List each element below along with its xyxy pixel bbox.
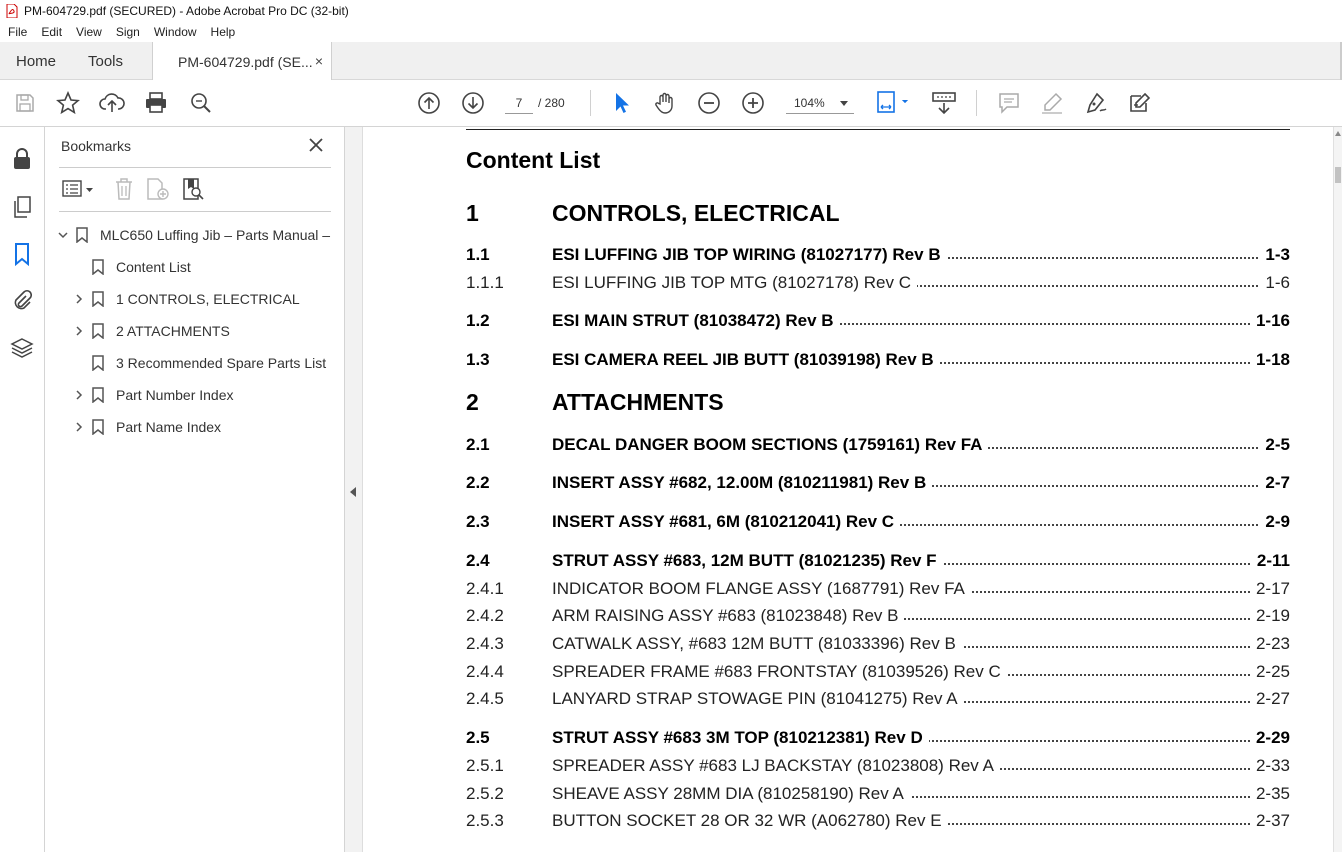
toc-entry-text: ESI LUFFING JIB TOP WIRING (81027177) Rev B xyxy=(552,245,947,265)
toc-entry-number: 1.1 xyxy=(466,245,490,264)
toc-entry[interactable] xyxy=(466,811,1290,831)
toc-entry-number: 2.4 xyxy=(466,551,490,570)
toc-entry-number: 2.4.2 xyxy=(466,606,504,625)
close-tab-icon[interactable]: × xyxy=(314,53,323,69)
zoom-search-icon[interactable] xyxy=(188,90,214,116)
bookmark-icon xyxy=(92,387,104,403)
attachment-paperclip-icon[interactable] xyxy=(10,288,34,312)
bookmark-label: Part Number Index xyxy=(116,387,234,403)
navigation-rail xyxy=(0,127,45,852)
tab-tools[interactable]: Tools xyxy=(88,52,124,70)
toc-entry-number: 1.2 xyxy=(466,311,490,330)
chevron-down-icon xyxy=(840,101,848,106)
toc-entry-page: 1-3 xyxy=(1259,245,1290,265)
previous-page-icon[interactable] xyxy=(416,90,442,116)
toc-entry[interactable] xyxy=(466,784,1290,804)
section-title: ATTACHMENTS xyxy=(552,389,724,415)
bookmark-icon xyxy=(76,227,88,243)
lock-icon[interactable] xyxy=(10,147,34,171)
zoom-in-icon[interactable] xyxy=(740,90,766,116)
toc-entry-text: CATWALK ASSY, #683 12M BUTT (81033396) Rev B xyxy=(552,634,962,654)
page-title: Content List xyxy=(466,147,601,173)
bookmark-label: 3 Recommended Spare Parts List xyxy=(116,355,327,371)
zoom-level-value: 104% xyxy=(794,96,825,110)
page-number-input[interactable]: 7 xyxy=(505,92,533,114)
bookmark-icon xyxy=(92,323,104,339)
vertical-scrollbar[interactable] xyxy=(1333,127,1342,852)
panel-divider xyxy=(59,211,331,212)
toc-entry-page: 2-27 xyxy=(1250,689,1290,709)
menu-sign[interactable]: Sign xyxy=(115,25,140,39)
toc-entry-text: INSERT ASSY #682, 12.00M (810211981) Rev B xyxy=(552,473,932,493)
toc-entry[interactable] xyxy=(466,606,1290,626)
tab-document[interactable] xyxy=(152,42,332,81)
toc-entry-number: 1.3 xyxy=(466,350,490,369)
save-icon[interactable] xyxy=(12,90,38,116)
chevron-right-icon[interactable] xyxy=(72,388,86,402)
toc-entry-number: 2.5.2 xyxy=(466,784,504,803)
toc-entry-page: 1-6 xyxy=(1259,273,1290,293)
menu-edit[interactable]: Edit xyxy=(41,25,63,39)
scrollbar-thumb[interactable] xyxy=(1335,167,1341,183)
next-page-icon[interactable] xyxy=(460,90,486,116)
toc-entry-page: 1-18 xyxy=(1250,350,1290,370)
toc-entry[interactable] xyxy=(466,311,1290,331)
edit-share-icon[interactable] xyxy=(1127,90,1153,116)
bookmark-part-number-index[interactable] xyxy=(72,383,234,407)
toc-entry-text: BUTTON SOCKET 28 OR 32 WR (A062780) Rev E xyxy=(552,811,948,831)
hand-tool-icon[interactable] xyxy=(652,90,678,116)
toc-entry-number: 2.3 xyxy=(466,512,490,531)
toc-entry-number: 2.2 xyxy=(466,473,490,492)
chevron-right-icon[interactable] xyxy=(72,420,86,434)
document-view[interactable] xyxy=(363,127,1333,852)
chevron-right-icon[interactable] xyxy=(72,324,86,338)
toc-entry-text: SHEAVE ASSY 28MM DIA (810258190) Rev A xyxy=(552,784,910,804)
toc-entry-number: 2.4.5 xyxy=(466,689,504,708)
menu-file[interactable]: File xyxy=(8,25,28,39)
toc-entry[interactable] xyxy=(466,689,1290,709)
toc-entry-page: 2-25 xyxy=(1250,662,1290,682)
toc-entry-page: 2-17 xyxy=(1250,579,1290,599)
bookmark-part-name-index[interactable] xyxy=(72,415,221,439)
comment-icon[interactable] xyxy=(996,90,1022,116)
toc-entry-number: 2.1 xyxy=(466,435,490,454)
bookmark-spare-parts[interactable] xyxy=(92,351,326,375)
toc-entry-text: ARM RAISING ASSY #683 (81023848) Rev B xyxy=(552,606,904,626)
pages-thumbnails-icon[interactable] xyxy=(10,195,34,219)
tab-home[interactable]: Home xyxy=(16,52,57,70)
toc-entry-number: 2.5.1 xyxy=(466,756,504,775)
main-toolbar xyxy=(0,80,1342,127)
toc-entry-text: ESI MAIN STRUT (81038472) Rev B xyxy=(552,311,840,331)
toc-entry[interactable] xyxy=(466,728,1290,748)
toc-entry[interactable] xyxy=(466,245,1290,265)
bookmarks-title: Bookmarks xyxy=(61,138,132,154)
chevron-down-icon[interactable] xyxy=(56,228,70,242)
toc-entry-number: 2.4.4 xyxy=(466,662,504,681)
page-count: / 280 xyxy=(538,96,565,110)
toc-entry[interactable] xyxy=(466,634,1290,654)
toc-entry[interactable] xyxy=(466,473,1290,493)
fit-page-icon[interactable] xyxy=(876,90,912,116)
select-cursor-icon[interactable] xyxy=(608,90,634,116)
toc-entry-text: ESI LUFFING JIB TOP MTG (81027178) Rev C xyxy=(552,273,917,293)
toc-entry-page: 2-37 xyxy=(1250,811,1290,831)
window-title-bar xyxy=(0,0,1342,22)
section-title: CONTROLS, ELECTRICAL xyxy=(552,200,840,226)
bookmark-label: 2 ATTACHMENTS xyxy=(116,323,230,339)
toolbar-divider xyxy=(976,90,977,116)
scroll-up-arrow-icon[interactable] xyxy=(1335,131,1341,136)
toc-entry[interactable] xyxy=(466,273,1290,293)
section-number: 1 xyxy=(466,200,479,226)
toc-entry[interactable] xyxy=(466,512,1290,532)
toc-entry-page: 2-11 xyxy=(1251,551,1290,571)
toc-entry[interactable] xyxy=(466,435,1290,455)
bookmark-label: 1 CONTROLS, ELECTRICAL xyxy=(116,291,300,307)
cloud-upload-icon[interactable] xyxy=(99,90,125,116)
menu-bar xyxy=(0,22,1342,42)
window-title: PM-604729.pdf (SECURED) - Adobe Acrobat Pro DC (32-bit) xyxy=(24,4,349,18)
bookmark-icon xyxy=(92,355,104,371)
toc-entry-page: 2-19 xyxy=(1250,606,1290,626)
highlight-pen-icon[interactable] xyxy=(1039,90,1065,116)
print-icon[interactable] xyxy=(143,90,169,116)
bookmark-icon xyxy=(92,259,104,275)
bookmark-controls-electrical[interactable] xyxy=(72,287,300,311)
toc-entry[interactable] xyxy=(466,756,1290,776)
scroll-mode-icon[interactable] xyxy=(930,90,958,116)
toc-entry-text: DECAL DANGER BOOM SECTIONS (1759161) Rev FA xyxy=(552,435,988,455)
bookmark-label: Content List xyxy=(116,259,191,275)
collapse-panel-arrow-icon[interactable] xyxy=(350,487,356,497)
toc-entry-text: STRUT ASSY #683, 12M BUTT (81021235) Rev F xyxy=(552,551,943,571)
draw-pen-icon[interactable] xyxy=(1083,90,1109,116)
menu-window[interactable]: Window xyxy=(153,25,197,39)
toolbar-divider xyxy=(590,90,591,116)
star-icon[interactable] xyxy=(55,90,81,116)
zoom-out-icon[interactable] xyxy=(696,90,722,116)
bookmark-attachments[interactable] xyxy=(72,319,230,343)
chevron-right-icon[interactable] xyxy=(72,292,86,306)
close-icon[interactable] xyxy=(307,136,325,154)
bookmark-panel-icon[interactable] xyxy=(10,242,34,266)
zoom-level-select[interactable] xyxy=(786,92,854,114)
toc-entry-text: STRUT ASSY #683 3M TOP (810212381) Rev D xyxy=(552,728,929,748)
bookmark-root[interactable] xyxy=(56,223,330,247)
toc-entry-page: 2-23 xyxy=(1250,634,1290,654)
toc-entry-page: 2-5 xyxy=(1259,435,1290,455)
toc-entry[interactable] xyxy=(466,579,1290,599)
toc-entry-page: 2-33 xyxy=(1250,756,1290,776)
new-bookmark-icon[interactable] xyxy=(145,177,171,206)
toc-entry-page: 2-9 xyxy=(1259,512,1290,532)
bookmark-label: Part Name Index xyxy=(116,419,222,435)
toc-entry-page: 2-29 xyxy=(1250,728,1290,748)
toc-entry-number: 2.5.3 xyxy=(466,811,504,830)
bookmark-content-list[interactable] xyxy=(92,255,191,279)
tab-document-label: PM-604729.pdf (SE... xyxy=(178,53,313,70)
toc-entry[interactable] xyxy=(466,551,1290,571)
toc-entry-number: 2.4.3 xyxy=(466,634,504,653)
toc-entry-text: SPREADER FRAME #683 FRONTSTAY (81039526) Rev C xyxy=(552,662,1007,682)
bookmarks-panel xyxy=(45,127,345,852)
toc-entry-text: LANYARD STRAP STOWAGE PIN (81041275) Rev A xyxy=(552,689,964,709)
toc-entry[interactable] xyxy=(466,350,1290,370)
panel-splitter[interactable] xyxy=(345,127,363,852)
tab-bar xyxy=(0,42,1342,80)
bookmark-icon xyxy=(92,419,104,435)
acrobat-pdf-icon xyxy=(6,4,18,18)
panel-divider xyxy=(59,167,331,168)
find-bookmark-icon[interactable] xyxy=(181,177,205,206)
toc-entry-text: SPREADER ASSY #683 LJ BACKSTAY (81023808) Rev A xyxy=(552,756,1000,776)
toc-entry[interactable] xyxy=(466,662,1290,682)
toc-entry-text: INDICATOR BOOM FLANGE ASSY (1687791) Rev FA xyxy=(552,579,971,599)
menu-view[interactable]: View xyxy=(76,25,102,39)
section-number: 2 xyxy=(466,389,479,415)
bookmark-options-icon[interactable] xyxy=(61,177,97,206)
toc-entry-text: ESI CAMERA REEL JIB BUTT (81039198) Rev B xyxy=(552,350,940,370)
delete-bookmark-icon[interactable] xyxy=(113,177,135,206)
layers-icon[interactable] xyxy=(10,336,34,360)
bookmark-label: MLC650 Luffing Jib – Parts Manual – xyxy=(100,227,331,243)
toc-entry-page: 1-16 xyxy=(1250,311,1290,331)
toc-entry-page: 2-35 xyxy=(1250,784,1290,804)
toc-entry-text: INSERT ASSY #681, 6M (810212041) Rev C xyxy=(552,512,900,532)
toc-entry-number: 2.5 xyxy=(466,728,490,747)
bookmark-icon xyxy=(92,291,104,307)
toc-entry-number: 2.4.1 xyxy=(466,579,504,598)
toc-entry-page: 2-7 xyxy=(1259,473,1290,493)
page-top-rule xyxy=(466,129,1290,130)
toc-entry-number: 1.1.1 xyxy=(466,273,504,292)
menu-help[interactable]: Help xyxy=(210,25,236,39)
